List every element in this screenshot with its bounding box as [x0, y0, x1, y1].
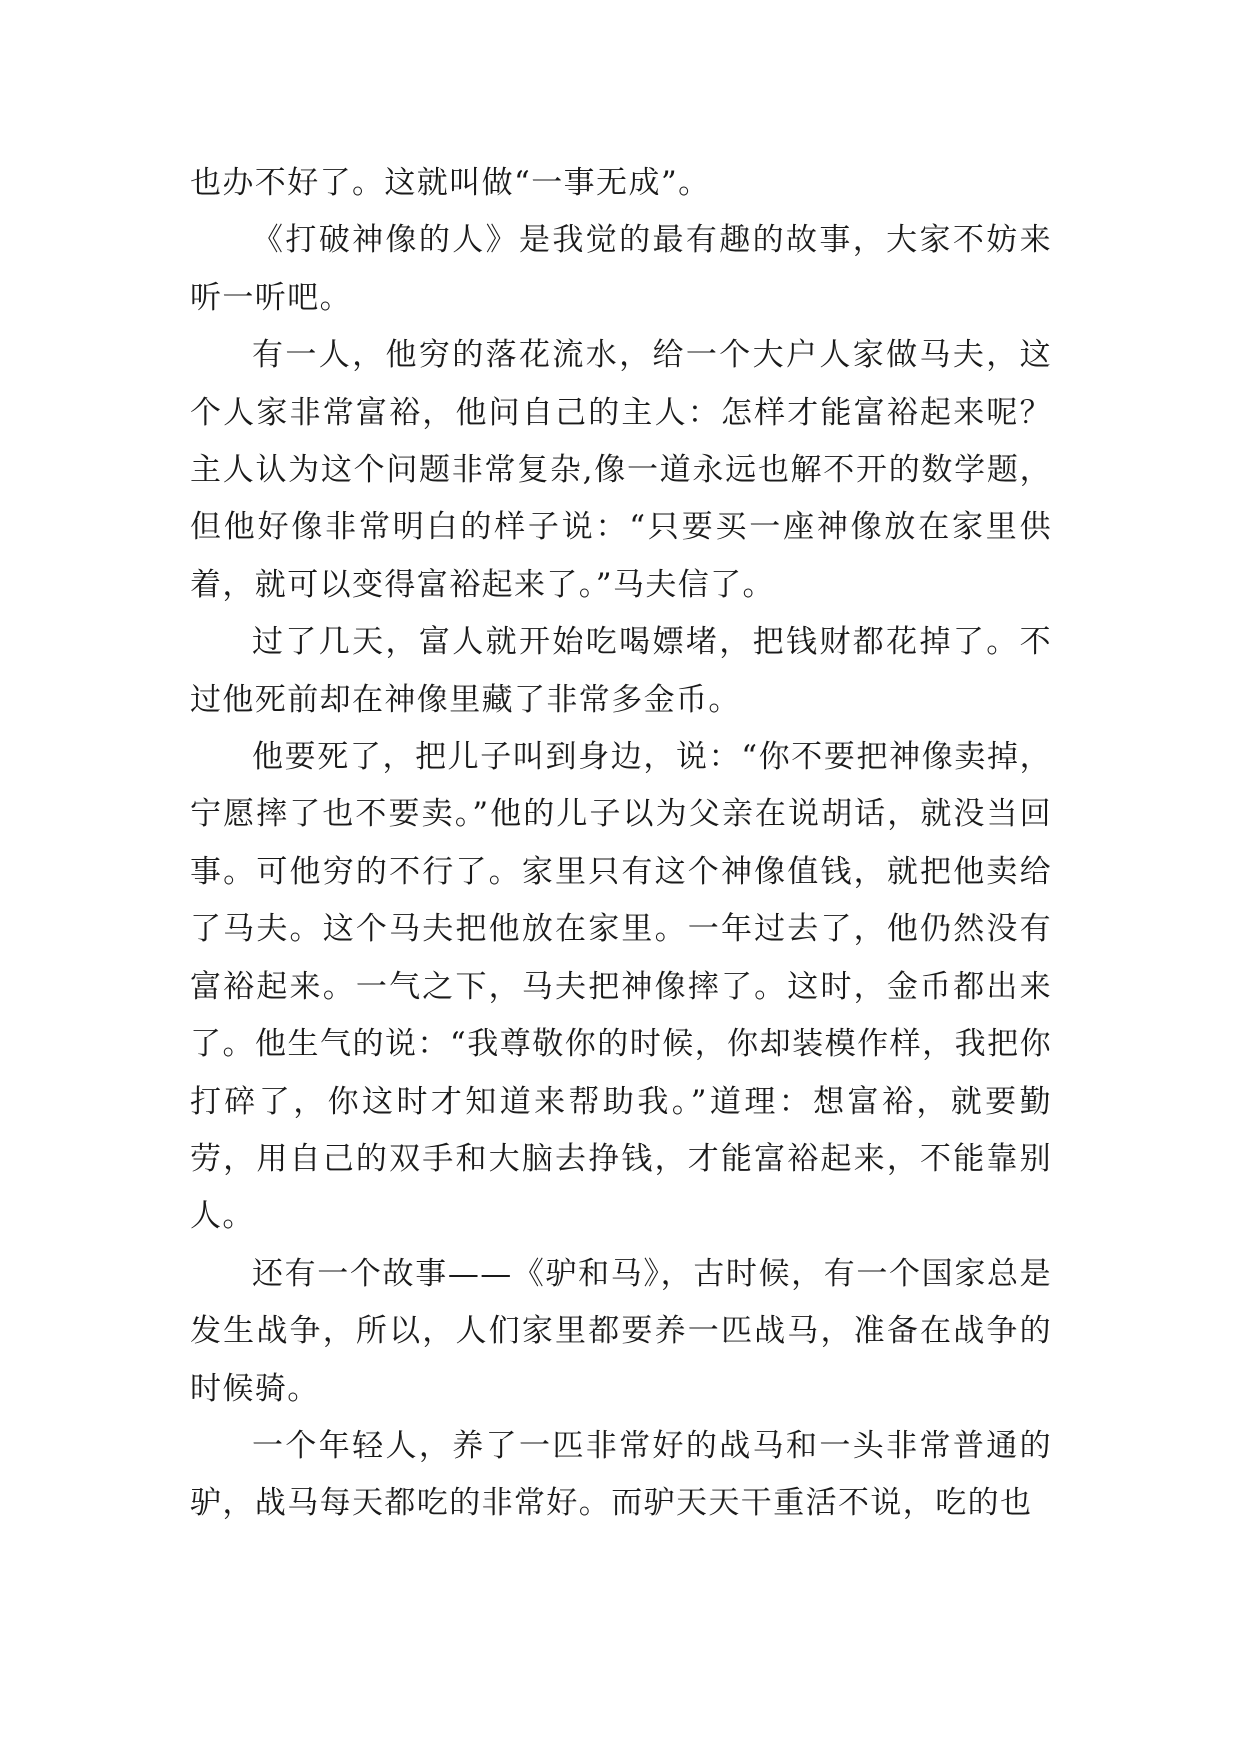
document-body — [190, 155, 1052, 1533]
paragraph-3: 有一人，他穷的落花流水，给一个大户人家做马夫，这个人家非常富裕，他问自己的主人：怎样才能富裕起来呢？主人认为这个问题非常复杂,像一道永远也解不开的数学题，但他好像非常明白的样子说：“只要买一座神像放在家里供着，就可以变得富裕起来了。”马夫信了。 — [190, 337, 1052, 603]
paragraph-1: 也办不好了。这就叫做“一事无成”。 — [190, 165, 711, 201]
paragraph-7: 一个年轻人，养了一匹非常好的战马和一头非常普通的驴，战马每天都吃的非常好。而驴天天干重活不说，吃的也 — [190, 1427, 1052, 1522]
paragraph-5: 他要死了，把儿子叫到身边，说：“你不要把神像卖掉，宁愿摔了也不要卖。”他的儿子以为父亲在说胡话，就没当回事。可他穷的不行了。家里只有这个神像值钱，就把他卖给了马夫。这个马夫把他放在家里。一年过去了，他仍然没有富裕起来。一气之下，马夫把神像摔了。这时，金币都出来了。他生气的说：“我尊敬你的时候，你却装模作样，我把你打碎了，你这时才知道来帮助我。”道理：想富裕，就要勤劳，用自己的双手和大脑去挣钱，才能富裕起来，不能靠别人。 — [190, 739, 1052, 1235]
paragraph-2: 《打破神像的人》是我觉的最有趣的故事，大家不妨来听一听吧。 — [190, 222, 1052, 316]
paragraph-4: 过了几天，富人就开始吃喝嫖堵，把钱财都花掉了。不过他死前却在神像里藏了非常多金币。 — [190, 624, 1052, 718]
paragraph-6: 还有一个故事——《驴和马》，古时候，有一个国家总是发生战争，所以，人们家里都要养一匹战马，准备在战争的时候骑。 — [190, 1255, 1052, 1407]
